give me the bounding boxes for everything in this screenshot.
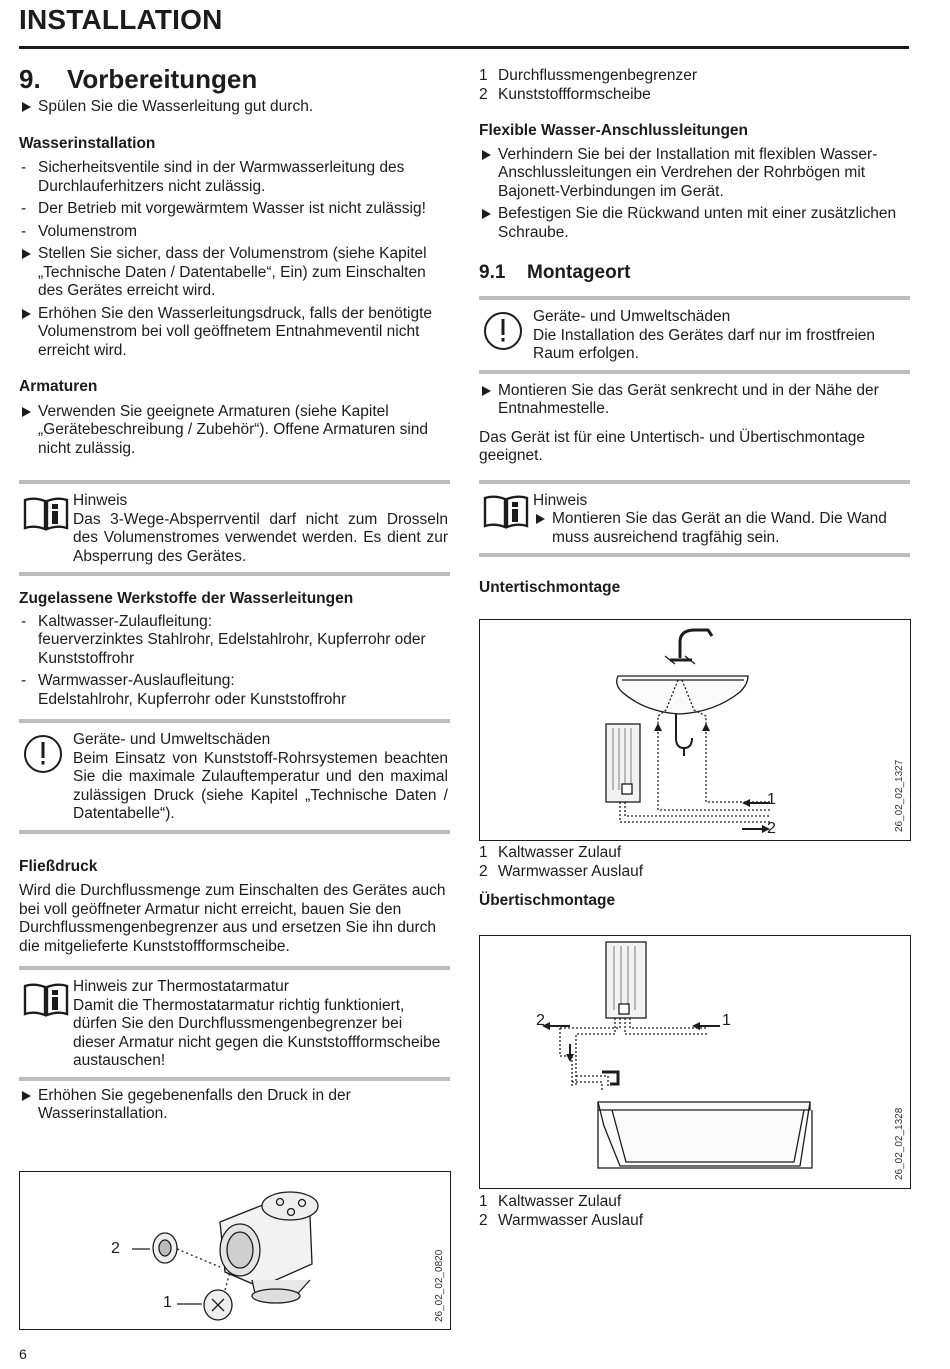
warning-text: Die Installation des Gerätes darf nur im frostfreien Raum erfolgen. — [533, 326, 876, 362]
figure-label-1: 1 — [767, 791, 776, 808]
section-number: 9.1 — [479, 262, 506, 283]
hinweis-title: Hinweis — [73, 492, 128, 509]
warning-text: Beim Einsatz von Kunststoff-Rohrsystemen beachten Sie die maximale Zulauftemperatur und den maximal zulässigen Druck (siehe Kapitel „Technische Daten / Datentabelle“). — [73, 749, 448, 822]
action-item: Montieren Sie das Gerät senkrecht und in der Nähe der Entnahmestelle. — [479, 382, 910, 419]
action-triangle-icon — [482, 386, 491, 396]
header-rule — [19, 46, 909, 49]
action-item: Montieren Sie das Gerät an die Wand. Die Wand muss ausreichend tragfähig sein. — [533, 510, 908, 547]
action-triangle-icon — [482, 150, 491, 160]
hinweis-title: Hinweis zur Thermostatarmatur — [73, 978, 289, 995]
action-triangle-icon — [536, 514, 545, 524]
hinweis-text: Damit die Thermostatarmatur richtig funktioniert, dürfen Sie den Durchflussmengenbegrenzer bei dieser Armatur nicht gegen die Kunststoffformscheibe austauschen! — [73, 996, 441, 1069]
untertisch-illustration — [480, 620, 910, 840]
action-triangle-icon — [22, 309, 31, 319]
werkstoffe-heading: Zugelassene Werkstoffe der Wasserleitungen — [19, 590, 354, 607]
section-title: Vorbereitungen — [67, 64, 258, 94]
action-item: Verhindern Sie bei der Installation mit flexiblen Wasser-Anschlussleitungen ein Verdrehen der Rohrbögen mit Bajonett-Verbindungen im Gerät. — [479, 146, 910, 202]
action-triangle-icon — [482, 209, 491, 219]
action-triangle-icon — [22, 102, 31, 112]
hinweis-thermostat-box — [19, 966, 450, 1081]
left-column — [19, 64, 450, 1124]
hinweis-text: Das 3-Wege-Absperrventil darf nicht zum Drosseln des Volumenstromes verwendet werden. Es dient zur Absperrung des Gerätes. — [73, 510, 448, 565]
figure-label-2: 2 — [536, 1012, 545, 1029]
figure-label-1: 1 — [163, 1294, 172, 1311]
page-header-title: INSTALLATION — [19, 4, 223, 35]
figure-uebertisch — [479, 935, 911, 1189]
legend-item: 2 Kunststoffformscheibe — [479, 85, 651, 103]
info-book-icon — [22, 980, 70, 1024]
legend-item: 1 Durchflussmengenbegrenzer — [479, 67, 698, 84]
flexible-heading: Flexible Wasser-Anschlussleitungen — [479, 122, 749, 139]
list-item: - Der Betrieb mit vorgewärmtem Wasser ist nicht zulässig! — [21, 200, 426, 217]
action-item — [19, 98, 450, 117]
figure-valve — [19, 1171, 451, 1330]
info-book-icon — [482, 492, 530, 536]
legend-item: 2 Warmwasser Auslauf — [479, 1211, 643, 1229]
hinweis-box — [19, 480, 450, 576]
fliessdruck-heading: Fließdruck — [19, 857, 98, 875]
exclamation-icon — [22, 733, 64, 781]
uebertisch-legend — [479, 1193, 910, 1230]
info-book-icon — [22, 494, 70, 538]
action-triangle-icon — [22, 1091, 31, 1101]
action-item: Verwenden Sie geeignete Armaturen (siehe Kapitel „Gerätebeschreibung / Zubehör“). Offene Armaturen sind nicht zulässig. — [19, 403, 450, 459]
warning-title: Geräte- und Umweltschäden — [73, 731, 271, 748]
figure-code: 26_02_02_1328 — [894, 1107, 905, 1180]
action-item: Erhöhen Sie gegebenenfalls den Druck in der Wasserinstallation. — [19, 1087, 450, 1124]
armaturen-heading: Armaturen — [19, 378, 98, 395]
list-item: - Sicherheitsventile sind in der Warmwasserleitung des Durchlauferhitzers nicht zulässig. — [21, 159, 405, 195]
action-item: Befestigen Sie die Rückwand unten mit einer zusätzlichen Schraube. — [479, 205, 910, 242]
section-number: 9. — [19, 64, 41, 94]
legend-item: 2 Warmwasser Auslauf — [479, 862, 643, 880]
section-9-1-heading — [479, 261, 910, 285]
figure-label-2: 2 — [767, 820, 776, 837]
hinweis-title: Hinweis — [533, 491, 588, 509]
untertisch-heading: Untertischmontage — [479, 579, 621, 596]
warning-box — [19, 719, 450, 834]
figure-label-2: 2 — [111, 1240, 120, 1257]
figure-label-1: 1 — [722, 1012, 731, 1029]
figure-code: 26_02_02_0820 — [434, 1249, 445, 1322]
hinweis-box — [479, 480, 910, 558]
legend-item: 1 Kaltwasser Zulauf — [479, 1193, 622, 1210]
uebertisch-heading: Übertischmontage — [479, 892, 616, 909]
section-title: Montageort — [527, 262, 631, 283]
action-text: Spülen Sie die Wasserleitung gut durch. — [38, 98, 314, 115]
geeignet-text: Das Gerät ist für eine Untertisch- und Übertischmontage geeignet. — [479, 428, 865, 464]
right-column — [479, 67, 910, 598]
warning-box — [479, 296, 910, 374]
figure-untertisch — [479, 619, 911, 841]
list-item: - Warmwasser-Auslaufleitung: Edelstahlrohr, Kupferrohr oder Kunststoffrohr — [21, 672, 347, 708]
action-item: Stellen Sie sicher, dass der Volumenstrom (siehe Kapitel „Technische Daten / Datentabelle“, Ein) zum Einschalten des Gerätes erreicht wird. — [19, 245, 450, 301]
fliessdruck-text: Wird die Durchflussmenge zum Einschalten des Gerätes auch bei voll geöffneter Armatur nicht erreicht, bauen Sie den Durchflussmengenbegrenzer aus und ersetzen Sie ihn durch die mitgelieferte Kunststoffformscheibe. — [19, 882, 446, 955]
figure-code: 26_02_02_1327 — [894, 759, 905, 832]
list-item: - Volumenstrom — [21, 222, 138, 240]
legend-item: 1 Kaltwasser Zulauf — [479, 844, 622, 861]
uebertisch-illustration — [480, 936, 910, 1188]
action-item: Erhöhen Sie den Wasserleitungsdruck, falls der benötigte Volumenstrom bei voll geöffnetem Entnahmeventil nicht erreicht wird. — [19, 305, 450, 361]
exclamation-icon — [482, 310, 524, 358]
list-item: - Kaltwasser-Zulaufleitung: feuerverzinktes Stahlrohr, Edelstahlrohr, Kupferrohr oder Kunststoffrohr — [21, 612, 426, 667]
wasserinstallation-heading: Wasserinstallation — [19, 134, 156, 152]
warning-title: Geräte- und Umweltschäden — [533, 308, 731, 325]
section-9-heading — [19, 64, 450, 94]
page-number: 6 — [19, 1346, 27, 1362]
valve-illustration — [20, 1172, 450, 1329]
untertisch-legend — [479, 844, 910, 911]
action-triangle-icon — [22, 407, 31, 417]
action-triangle-icon — [22, 249, 31, 259]
